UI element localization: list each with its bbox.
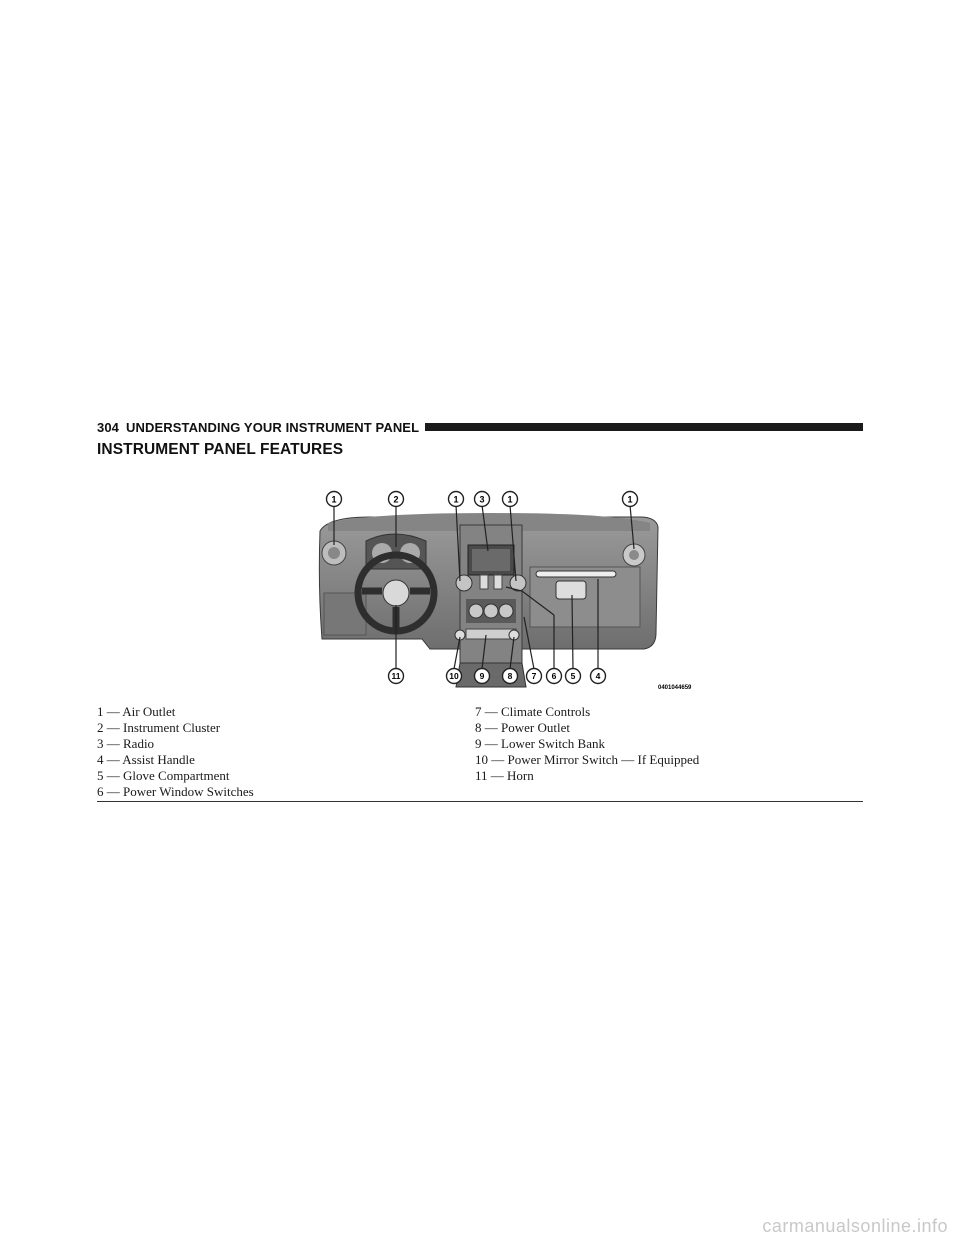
callout-8 (503, 669, 518, 684)
watermark: carmanualsonline.info (762, 1216, 948, 1236)
callout-1-right (623, 492, 638, 507)
legend-right-column (475, 704, 863, 800)
legend-item: 4 — Assist Handle (97, 752, 195, 767)
image-code: 0401044659 (658, 685, 692, 691)
callout-1-left (327, 492, 342, 507)
legend-item: 2 — Instrument Cluster (97, 720, 221, 735)
legend-item: 7 — Climate Controls (475, 704, 591, 719)
svg-text:4: 4 (595, 671, 601, 681)
svg-text:10: 10 (449, 671, 459, 681)
assist-handle (536, 571, 616, 577)
chapter-title: UNDERSTANDING YOUR INSTRUMENT PANEL (126, 419, 420, 435)
callout-7 (527, 669, 542, 684)
header-bar (425, 423, 863, 431)
dashboard-illustration (310, 487, 700, 695)
svg-text:7: 7 (531, 671, 537, 681)
section-title: INSTRUMENT PANEL FEATURES (97, 441, 344, 458)
callout-6 (547, 669, 562, 684)
legend-item: 9 — Lower Switch Bank (475, 736, 605, 751)
svg-text:1: 1 (331, 494, 337, 505)
legend-item: 10 — Power Mirror Switch — If Equipped (475, 752, 700, 767)
legend-item: 3 — Radio (97, 736, 155, 751)
svg-text:9: 9 (479, 671, 485, 681)
instrument-panel-figure (310, 487, 700, 695)
callout-3 (475, 492, 490, 507)
svg-text:3: 3 (479, 494, 485, 505)
legend-item: 5 — Glove Compartment (97, 768, 230, 783)
page-number: 304 (97, 419, 119, 435)
legend-item: 8 — Power Outlet (475, 720, 570, 735)
page-header (97, 418, 863, 436)
svg-text:5: 5 (570, 671, 576, 681)
svg-text:1: 1 (453, 494, 459, 505)
callout-1-center-left (449, 492, 464, 507)
svg-text:2: 2 (393, 494, 399, 505)
legend-left-column (97, 704, 475, 800)
svg-text:11: 11 (391, 671, 401, 681)
svg-text:6: 6 (551, 671, 557, 681)
callout-11 (389, 669, 404, 684)
legend-item: 11 — Horn (475, 768, 534, 783)
svg-text:1: 1 (507, 494, 513, 505)
legend-rule (97, 801, 863, 802)
callouts-top (327, 492, 638, 507)
legend-item: 6 — Power Window Switches (97, 784, 254, 799)
callout-9 (475, 669, 490, 684)
callout-10 (447, 669, 462, 684)
legend-item: 1 — Air Outlet (97, 704, 176, 719)
figure-legend (97, 704, 863, 800)
header-text (97, 420, 419, 435)
callout-1-center-right (503, 492, 518, 507)
callout-5 (566, 669, 581, 684)
svg-text:1: 1 (627, 494, 633, 505)
callout-2 (389, 492, 404, 507)
svg-text:8: 8 (507, 671, 513, 681)
callout-4 (591, 669, 606, 684)
